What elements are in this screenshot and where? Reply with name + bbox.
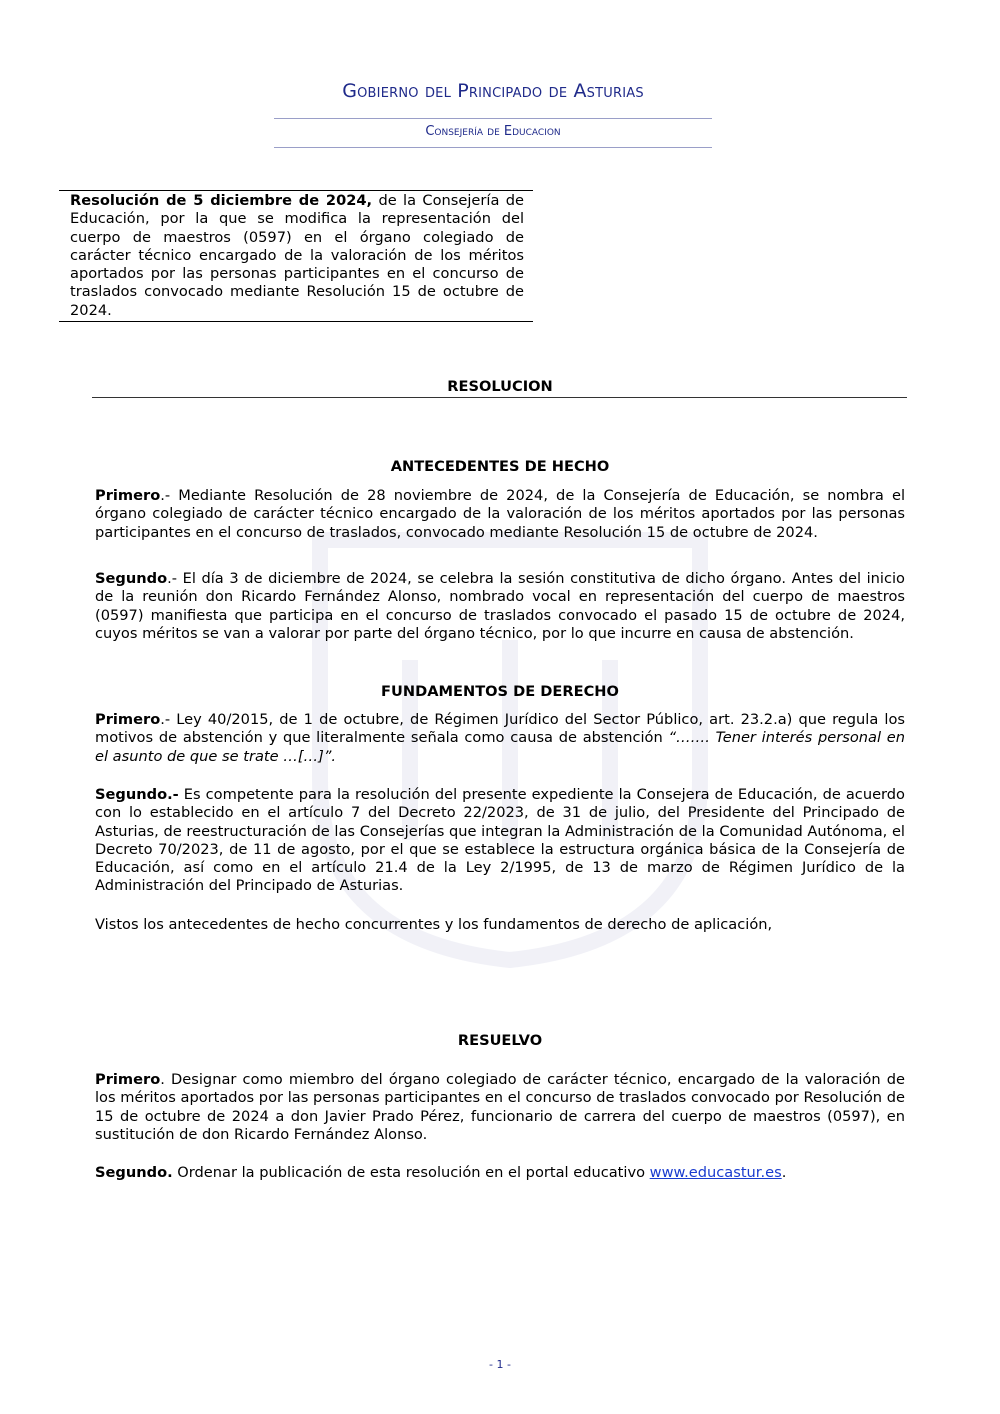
antecedentes-primero-text: .- Mediante Resolución de 28 noviembre de 2024, de la Consejería de Educación, se nombra el órgano colegiado de carácter técnico encargado de la valoración de los méritos aportados por las personas participantes en el concurso de traslados, convocado mediante Resolución 15 de octubre de 2024. [95, 487, 905, 541]
fundamentos-primero-label: Primero [95, 711, 161, 728]
educastur-link[interactable]: www.educastur.es [649, 1164, 782, 1181]
antecedentes-primero [95, 487, 905, 542]
page-number: - 1 - [489, 1358, 511, 1371]
resuelvo-primero-label: Primero [95, 1071, 161, 1088]
government-title: Gobierno del Principado de Asturias [342, 80, 644, 102]
antecedentes-primero-label: Primero [95, 487, 161, 504]
header-rule-bottom [274, 147, 712, 148]
fundamentos-segundo-text: Es competente para la resolución del presente expediente la Consejera de Educación, de acuerdo con lo establecido en el artículo 7 del Decreto 22/2023, de 31 de julio, del Presidente del Principado de Asturias, de reestructuración de las Consejerías que integran la Administración de la Comunidad Autónoma, el Decreto 70/2023, de 11 de agosto, por el que se establece la estructura orgánica básica de la Consejería de Educación, así como en el artículo 21.4 de la Ley 2/1995, de 13 de marzo de Régimen Jurídico de la Administración del Principado de Asturias. [95, 786, 905, 895]
fundamentos-primero [95, 711, 905, 766]
antecedentes-heading: ANTECEDENTES DE HECHO [390, 458, 610, 475]
vistos-paragraph: Vistos los antecedentes de hecho concurrentes y los fundamentos de derecho de aplicación, [95, 916, 773, 933]
resuelvo-primero [95, 1071, 905, 1144]
fundamentos-heading: FUNDAMENTOS DE DERECHO [381, 683, 619, 700]
fundamentos-primero-quote: “……. Tener interés personal en el asunto de que se trate …[…]”. [95, 729, 905, 765]
resuelvo-heading: RESUELVO [457, 1032, 543, 1049]
resuelvo-primero-text: . Designar como miembro del órgano colegiado de carácter técnico, encargado de la valoración de los méritos aportados por las personas participantes en el concurso de traslados convocado por Resolución de 15 de octubre de 2024 a don Javier Prado Pérez, funcionario de carrera del cuerpo de maestros (0597), en sustitución de don Ricardo Fernández Alonso. [95, 1071, 905, 1143]
summary-bold-title: Resolución de 5 diciembre de 2024, [70, 192, 373, 209]
fundamentos-primero-text: .- Ley 40/2015, de 1 de octubre, de Régimen Jurídico del Sector Público, art. 23.2.a) que regula los motivos de abstención y que literalmente señala como causa de abstención [95, 711, 905, 747]
resolucion-rule [92, 397, 907, 398]
antecedentes-segundo-text: .- El día 3 de diciembre de 2024, se celebra la sesión constitutiva de dicho órgano. Antes del inicio de la reunión don Ricardo Fernández Alonso, nombrado vocal en representación del cuerpo de maestros (0597) manifiesta que participa en el concurso de traslados convocado el pasado 15 de octubre de 2024, cuyos méritos se van a valorar por parte del órgano técnico, por lo que incurre en causa de abstención. [95, 570, 905, 642]
fundamentos-segundo-label: Segundo.- [95, 786, 179, 803]
antecedentes-segundo [95, 570, 905, 643]
department-title: Consejería de Educacion [425, 124, 561, 139]
antecedentes-segundo-label: Segundo [95, 570, 168, 587]
fundamentos-segundo [95, 786, 905, 896]
resolucion-heading: RESOLUCION [447, 378, 553, 395]
resuelvo-segundo-end: . [781, 1164, 787, 1181]
summary-text: de la Consejería de Educación, por la que se modifica la representación del cuerpo de maestros (0597) en el órgano colegiado de carácter técnico encargado de la valoración de los méritos aportados por las personas participantes en el concurso de traslados convocado mediante Resolución 15 de octubre de 2024. [70, 192, 524, 319]
resuelvo-segundo-label: Segundo. [95, 1164, 173, 1181]
resuelvo-segundo [95, 1164, 905, 1182]
resolution-summary [59, 190, 533, 322]
resuelvo-segundo-text: Ordenar la publicación de esta resolución en el portal educativo [172, 1164, 650, 1181]
header-rule-top [274, 118, 712, 119]
